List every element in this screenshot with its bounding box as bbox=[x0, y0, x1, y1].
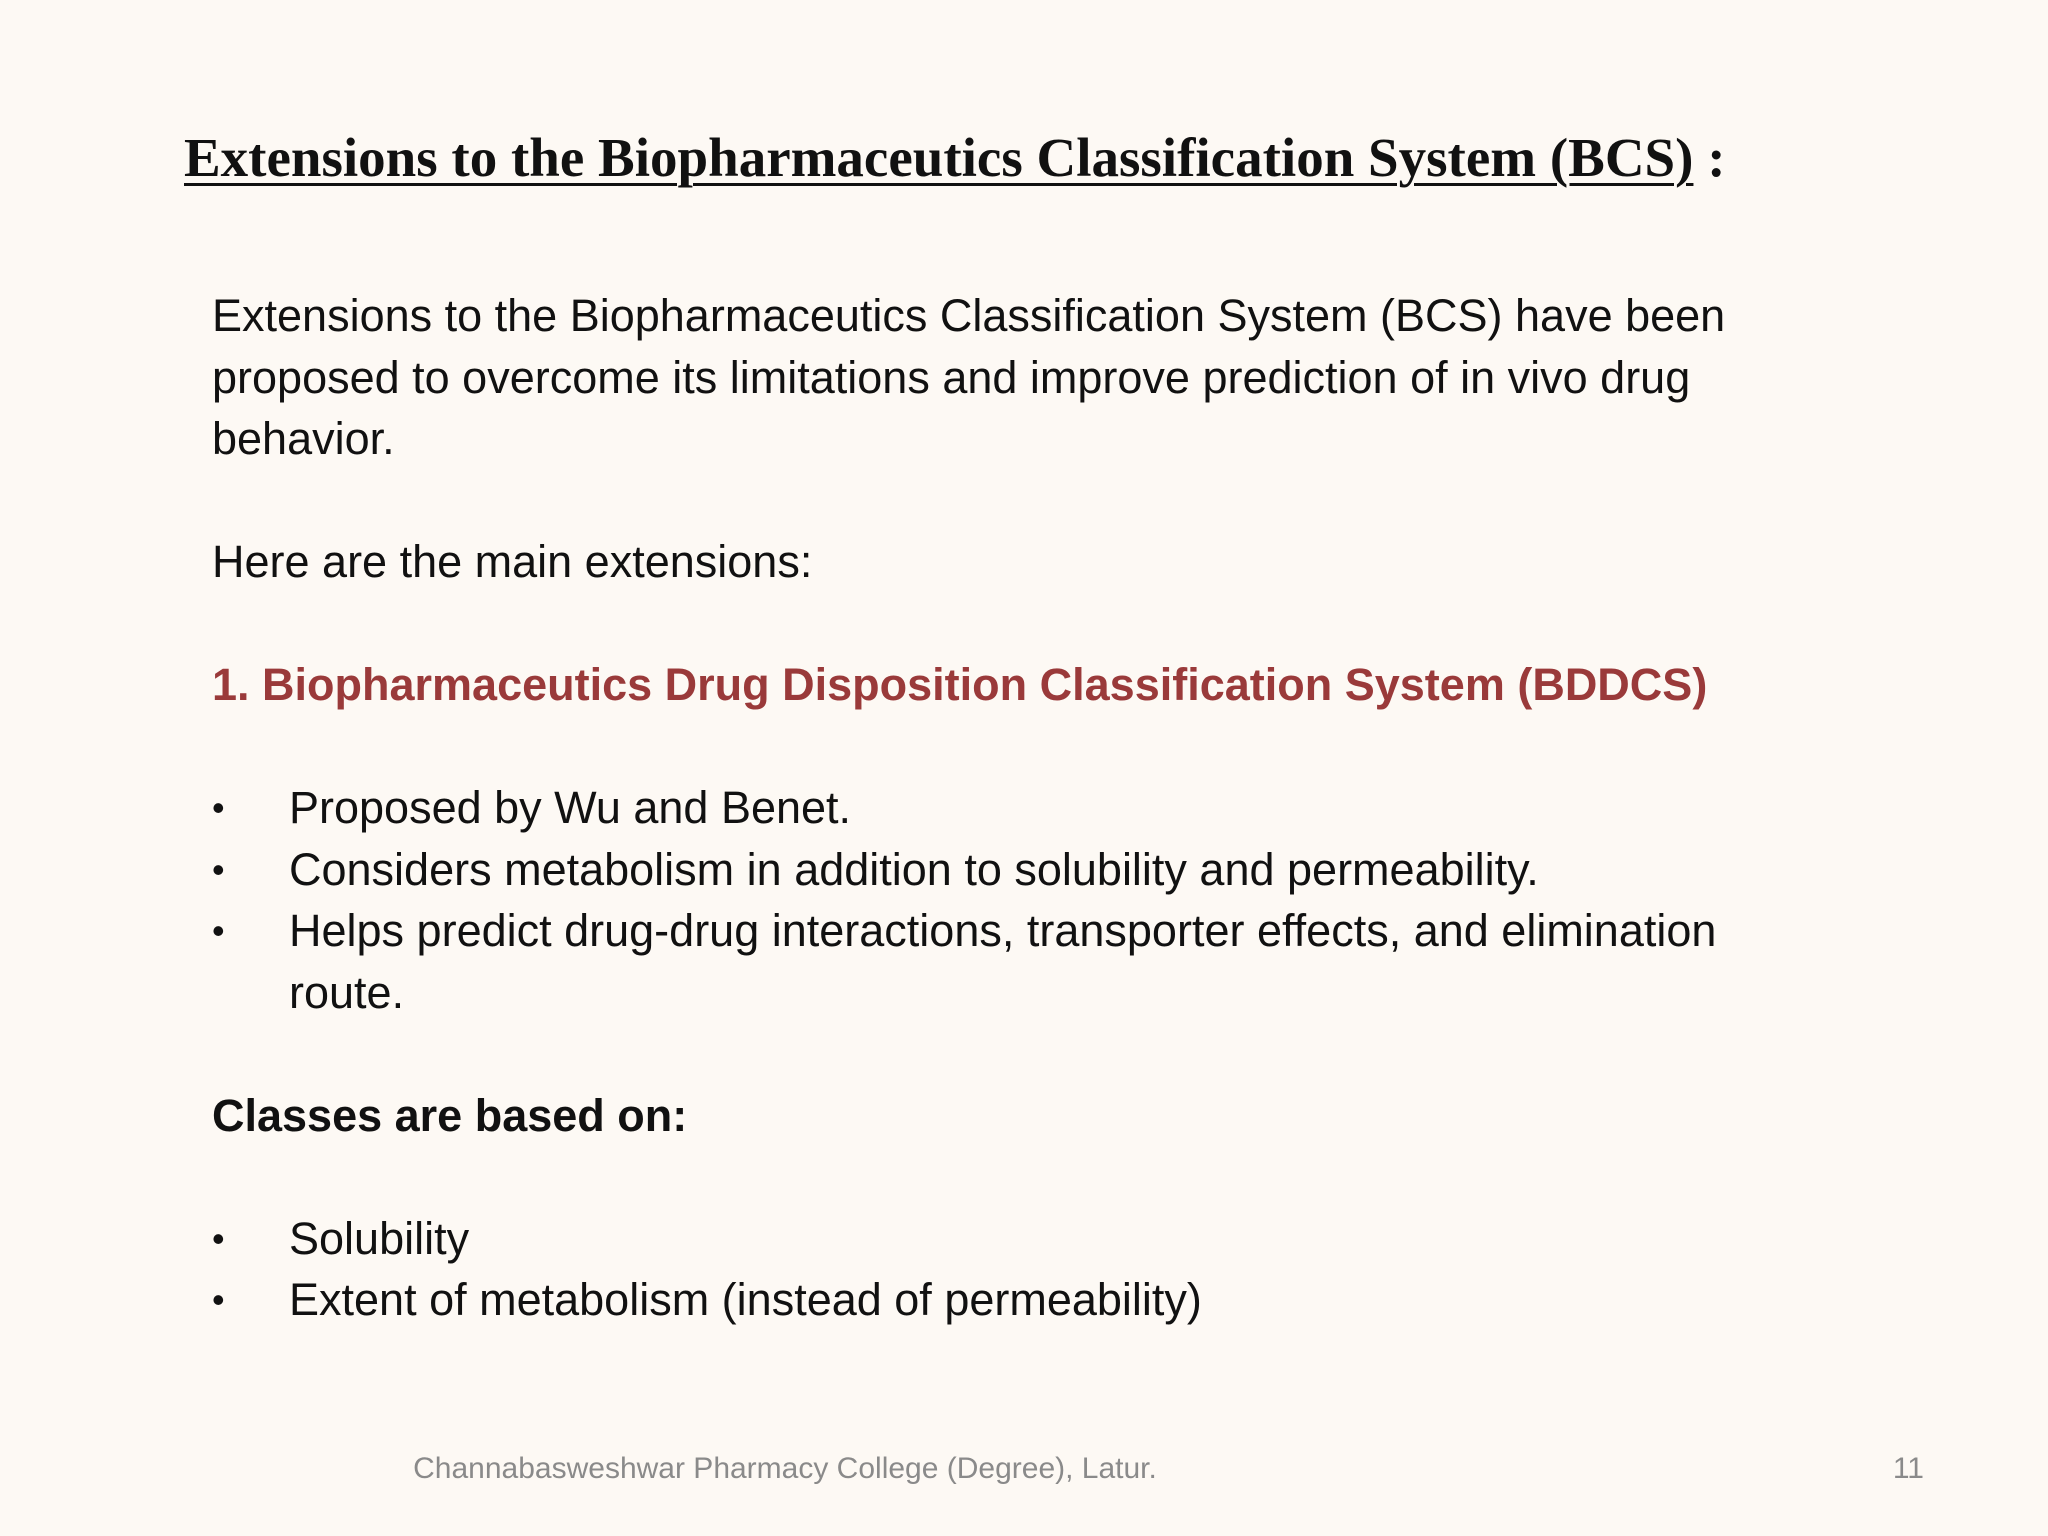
slide-title bbox=[184, 122, 1726, 194]
list-item bbox=[212, 1269, 1832, 1331]
classes-heading: Classes are based on: bbox=[212, 1089, 688, 1141]
list-item bbox=[212, 1208, 1832, 1270]
bullet-icon: • bbox=[212, 1217, 225, 1259]
bullet-icon: • bbox=[212, 1279, 225, 1320]
lead-in-text: Here are the main extensions: bbox=[212, 536, 813, 587]
classes-bullet-list bbox=[212, 1208, 1832, 1331]
list-item bbox=[212, 839, 1832, 901]
list-item bbox=[212, 777, 1832, 839]
list-item bbox=[212, 900, 1832, 1023]
bddcs-bullet-list bbox=[212, 777, 1832, 1023]
slide-title-text: Extensions to the Biopharmaceutics Classification System (BCS) bbox=[184, 127, 1694, 188]
bullet-icon: • bbox=[212, 787, 225, 828]
slide-content bbox=[212, 285, 1832, 1331]
bullet-icon: • bbox=[212, 848, 225, 890]
list-item-text: Helps predict drug-drug interactions, transporter effects, and elimination route. bbox=[289, 905, 1717, 1018]
list-item-text: Extent of metabolism (instead of permeability) bbox=[289, 1274, 1202, 1325]
slide-title-suffix: : bbox=[1693, 127, 1726, 188]
section-heading-bddcs: 1. Biopharmaceutics Drug Disposition Classification System (BDDCS) bbox=[212, 659, 1708, 710]
page-number: 11 bbox=[1892, 1452, 1924, 1485]
bullet-icon: • bbox=[212, 910, 225, 951]
list-item-text: Proposed by Wu and Benet. bbox=[289, 782, 852, 833]
list-item-text: Considers metabolism in addition to solubility and permeability. bbox=[289, 843, 1539, 895]
footer-college-name: Channabasweshwar Pharmacy College (Degree), Latur. bbox=[413, 1452, 1157, 1485]
list-item-text: Solubility bbox=[289, 1212, 470, 1264]
intro-paragraph: Extensions to the Biopharmaceutics Classification System (BCS) have been proposed to overcome its limitations and improve prediction of in vivo drug behavior. bbox=[212, 290, 1726, 464]
